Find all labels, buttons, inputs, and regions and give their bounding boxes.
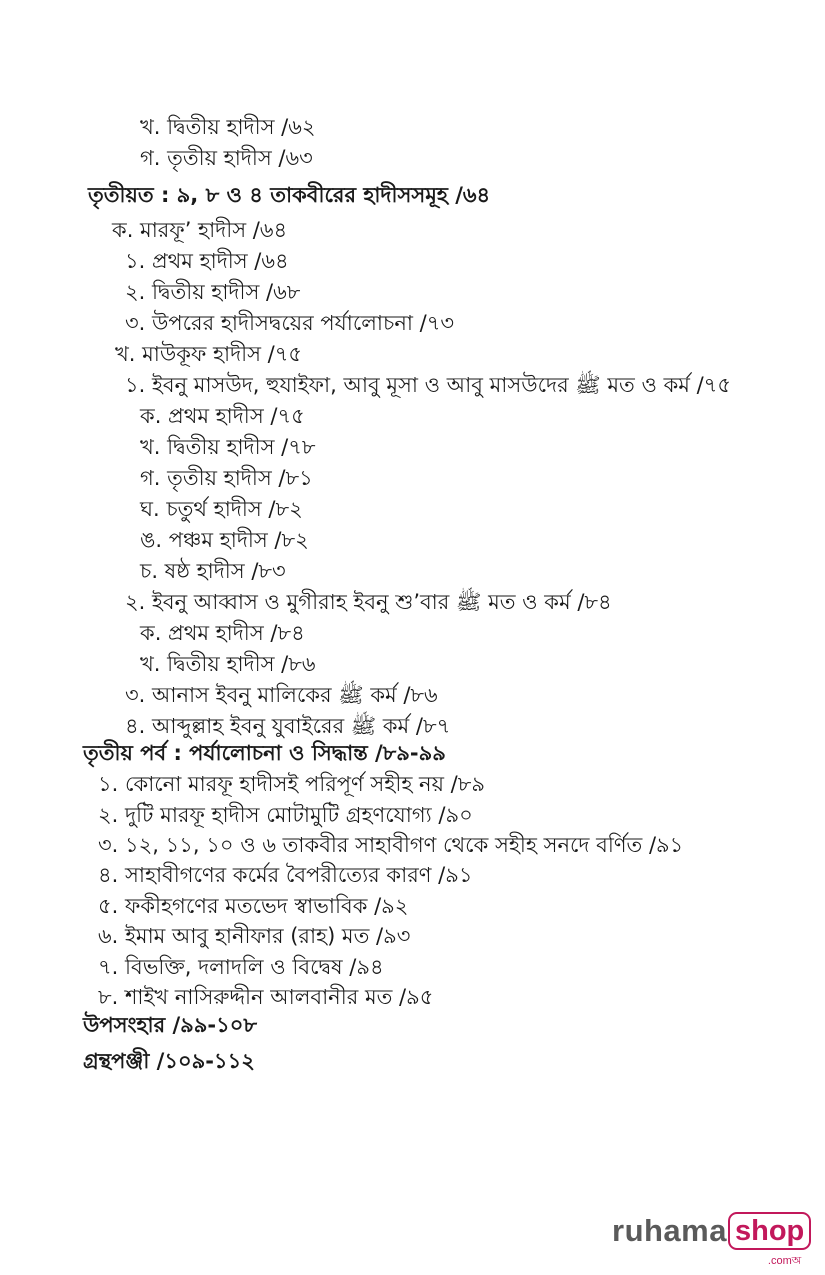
toc-entry: ঘ. চতুর্থ হাদীস /৮২	[140, 497, 303, 521]
toc-entry: ২. দ্বিতীয় হাদীস /৬৮	[125, 280, 301, 304]
toc-entry: খ. দ্বিতীয় হাদীস /৮৬	[140, 652, 316, 676]
toc-heading: গ্রন্থপঞ্জী /১০৯-১১২	[83, 1049, 255, 1073]
toc-entry: ৪. আব্দুল্লাহ ইবনু যুবাইরের ﷺ কর্ম /৮৭	[125, 714, 451, 738]
logo-brand: ruhama	[612, 1213, 727, 1248]
toc-entry: ৭. বিভক্তি, দলাদলি ও বিদ্বেষ /৯৪	[98, 955, 384, 979]
ruhamashop-logo	[612, 1212, 811, 1267]
toc-heading: তৃতীয়ত : ৯, ৮ ও ৪ তাকবীরের হাদীসসমূহ /৬৪	[88, 183, 491, 207]
toc-entry: ২. ইবনু আব্বাস ও মুগীরাহ ইবনু শু’বার ﷺ মত ও কর্ম /৮৪	[125, 590, 612, 614]
toc-entry: খ. দ্বিতীয় হাদীস /৭৮	[140, 435, 316, 459]
toc-entry: খ. দ্বিতীয় হাদীস /৬২	[140, 115, 316, 139]
toc-entry: ৬. ইমাম আবু হানীফার (রাহ) মত /৯৩	[98, 924, 411, 948]
toc-entry: ১. কোনো মারফূ হাদীসই পরিপূর্ণ সহীহ নয় /৮৯	[98, 772, 485, 796]
toc-entry: গ. তৃতীয় হাদীস /৬৩	[140, 146, 313, 170]
toc-entry: খ. মাউকূফ হাদীস /৭৫	[115, 342, 303, 366]
toc-entry: ক. প্রথম হাদীস /৮৪	[140, 621, 305, 645]
logo-shop-badge: shop	[728, 1212, 811, 1250]
toc-entry: ক. মারফূ’ হাদীস /৬৪	[112, 218, 288, 242]
toc-entry: চ. ষষ্ঠ হাদীস /৮৩	[140, 559, 286, 583]
toc-entry: ৪. সাহাবীগণের কর্মের বৈপরীত্যের কারণ /৯১	[98, 863, 473, 887]
toc-entry: ২. দুটি মারফূ হাদীস মোটামুটি গ্রহণযোগ্য /৯০	[98, 803, 473, 827]
toc-entry: গ. তৃতীয় হাদীস /৮১	[140, 466, 313, 490]
logo-domain: .comঅ	[767, 1255, 802, 1267]
toc-entry: ৫. ফকীহগণের মতভেদ স্বাভাবিক /৯২	[98, 894, 409, 918]
toc-entry: ১. ইবনু মাসউদ, হুযাইফা, আবু মূসা ও আবু মাসউদের ﷺ মত ও কর্ম /৭৫	[125, 373, 731, 397]
toc-entry: ৩. উপরের হাদীসদ্বয়ের পর্যালোচনা /৭৩	[125, 311, 455, 335]
toc-entry: ৩. আনাস ইবনু মালিকের ﷺ কর্ম /৮৬	[125, 683, 438, 707]
toc-entry: ক. প্রথম হাদীস /৭৫	[140, 404, 305, 428]
toc-heading: তৃতীয় পর্ব : পর্যালোচনা ও সিদ্ধান্ত /৮৯-৯৯	[83, 741, 446, 765]
toc-entry: ১. প্রথম হাদীস /৬৪	[125, 249, 289, 273]
toc-entry: ঙ. পঞ্চম হাদীস /৮২	[140, 528, 309, 552]
toc-entry: ৮. শাইখ নাসিরুদ্দীন আলবানীর মত /৯৫	[98, 985, 434, 1009]
toc-heading: উপসংহার /৯৯-১০৮	[83, 1013, 258, 1037]
toc-entry: ৩. ১২, ১১, ১০ ও ৬ তাকবীর সাহাবীগণ থেকে সহীহ সনদে বর্ণিত /৯১	[98, 833, 684, 857]
